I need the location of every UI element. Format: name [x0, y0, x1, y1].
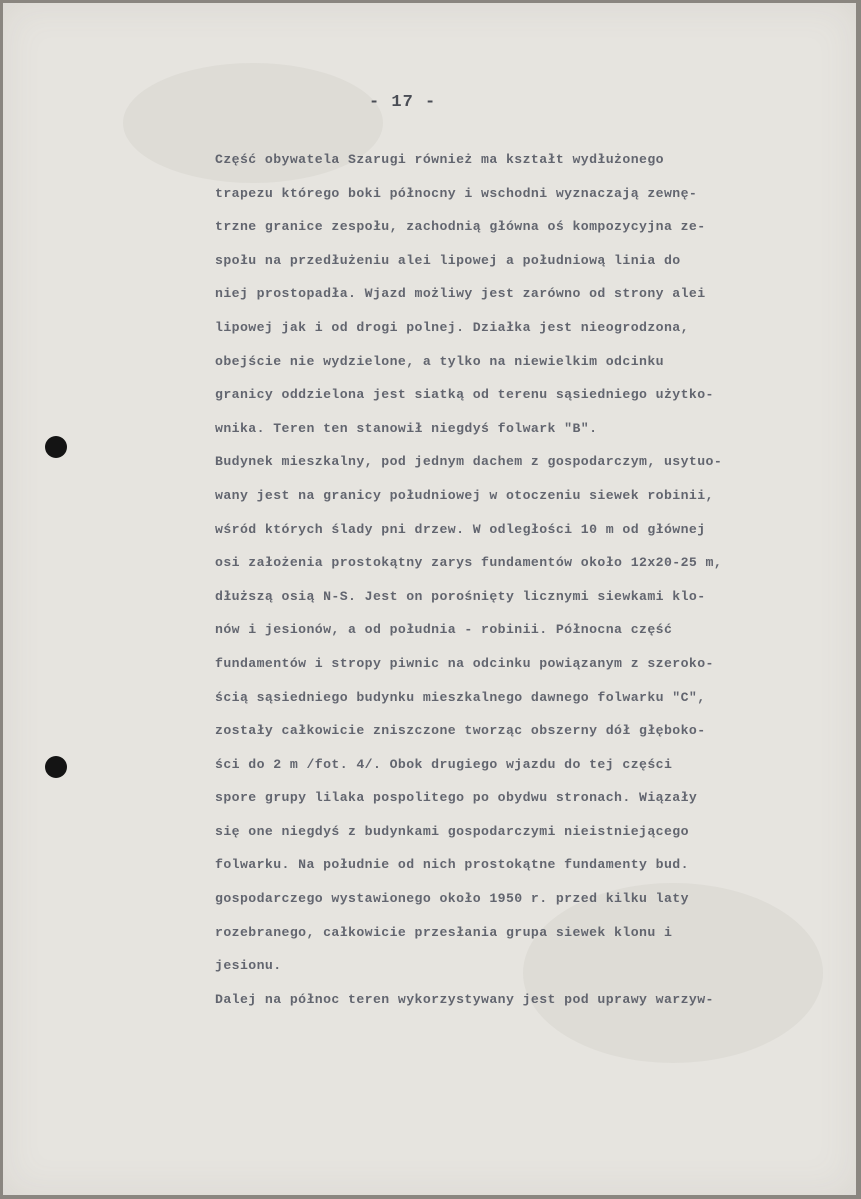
- text-line: ścią sąsiedniego budynku mieszkalnego dawnego folwarku "C",: [215, 689, 706, 705]
- text-line: trzne granice zespołu, zachodnią główna oś kompozycyjna ze-: [215, 219, 706, 235]
- text-line: wany jest na granicy południowej w otoczeniu siewek robinii,: [215, 487, 714, 503]
- text-line: Dalej na północ teren wykorzystywany jest pod uprawy warzyw-: [215, 991, 714, 1007]
- text-line: rozebranego, całkowicie przesłania grupa siewek klonu i: [215, 924, 673, 940]
- document-page: [3, 3, 856, 1195]
- text-line: Budynek mieszkalny, pod jednym dachem z gospodarczym, usytuo-: [215, 454, 723, 470]
- text-line: folwarku. Na południe od nich prostokątne fundamenty bud.: [215, 857, 689, 873]
- text-line: społu na przedłużeniu alei lipowej a południową linia do: [215, 252, 681, 268]
- text-line: ści do 2 m /fot. 4/. Obok drugiego wjazdu do tej części: [215, 756, 673, 772]
- page-number: - 17 -: [369, 93, 437, 112]
- text-line: wnika. Teren ten stanowił niegdyś folwark "B".: [215, 420, 598, 436]
- text-line: Część obywatela Szarugi również ma kształt wydłużonego: [215, 152, 664, 167]
- text-line: niej prostopadła. Wjazd możliwy jest zarówno od strony alei: [215, 286, 706, 302]
- text-line: gospodarczego wystawionego około 1950 r. przed kilku laty: [215, 891, 689, 907]
- punch-hole-top: [45, 436, 67, 458]
- text-line: fundamentów i stropy piwnic na odcinku powiązanym z szeroko-: [215, 655, 714, 671]
- text-line: zostały całkowicie zniszczone tworząc obszerny dół głęboko-: [215, 723, 706, 739]
- text-line: granicy oddzielona jest siatką od terenu sąsiedniego użytko-: [215, 387, 714, 403]
- text-line: spore grupy lilaka pospolitego po obydwu stronach. Wiązały: [215, 790, 698, 806]
- text-line: jesionu.: [215, 958, 282, 974]
- punch-hole-bottom: [45, 756, 67, 778]
- text-line: wśród których ślady pni drzew. W odległości 10 m od głównej: [215, 521, 706, 537]
- text-line: się one niegdyś z budynkami gospodarczymi nieistniejącego: [215, 823, 689, 839]
- text-line: lipowej jak i od drogi polnej. Działka jest nieogrodzona,: [215, 319, 689, 335]
- text-line: nów i jesionów, a od południa - robinii. Północna część: [215, 622, 673, 638]
- text-line: trapezu którego boki północny i wschodni wyznaczają zewnę-: [215, 185, 698, 201]
- text-line: osi założenia prostokątny zarys fundamentów około 12x20-25 m,: [215, 555, 723, 571]
- text-line: dłuższą osią N-S. Jest on porośnięty licznymi siewkami klo-: [215, 588, 706, 604]
- text-line: obejście nie wydzielone, a tylko na niewielkim odcinku: [215, 353, 664, 369]
- typed-text-body: [215, 143, 855, 1016]
